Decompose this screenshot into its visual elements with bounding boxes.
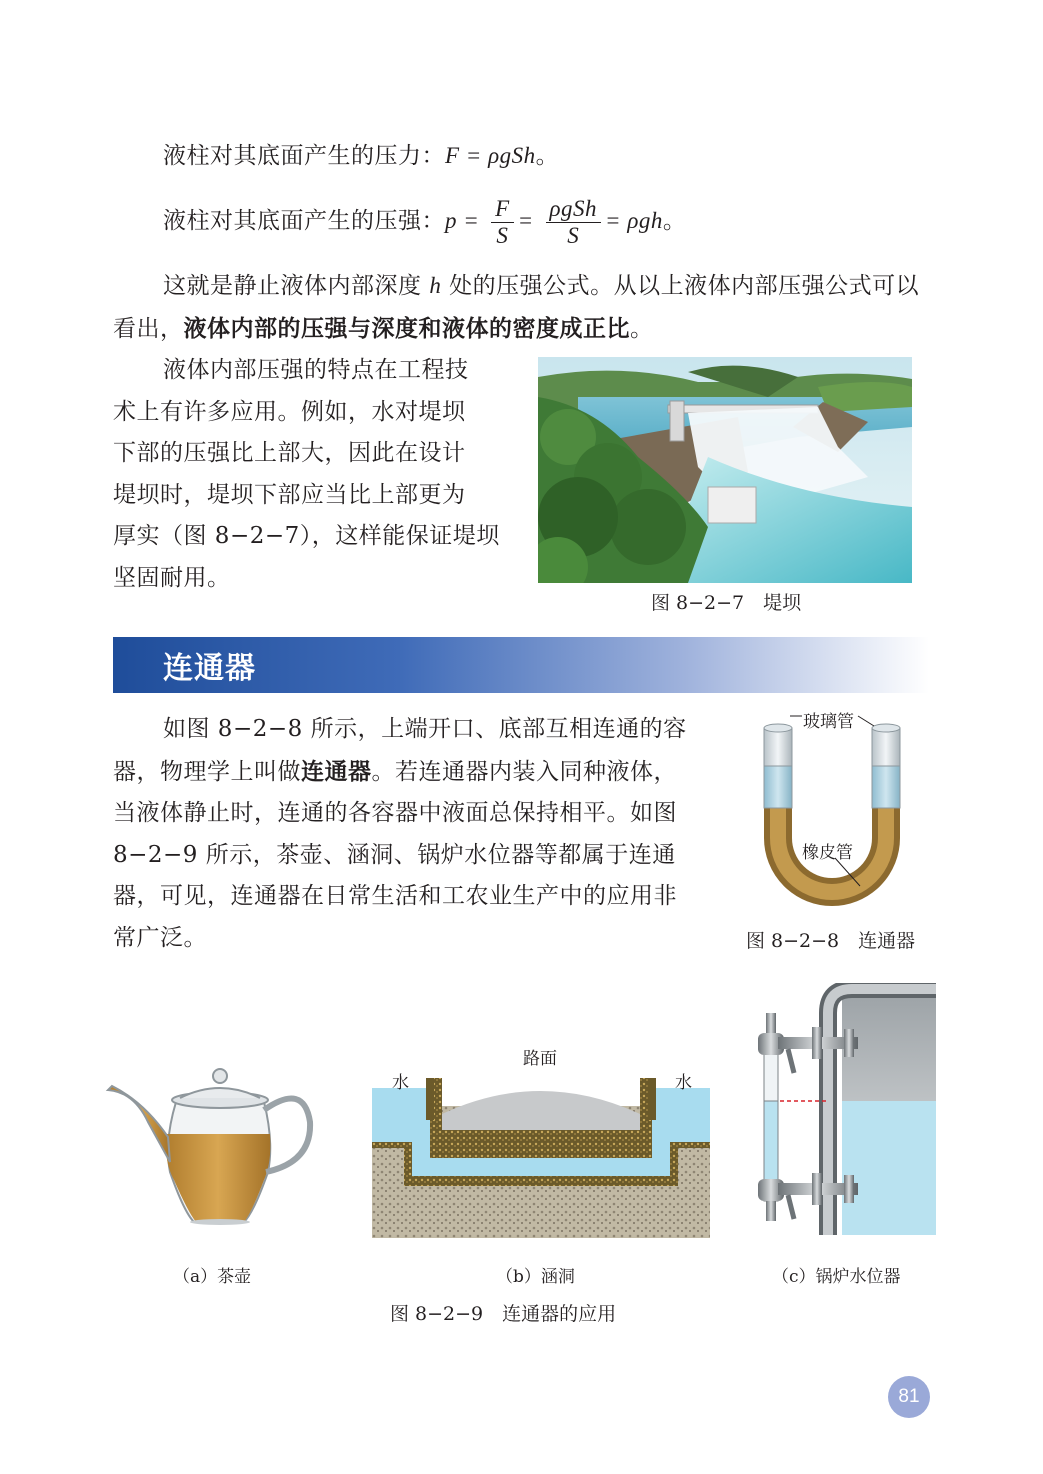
paragraph-line: 液体内部压强的特点在工程技 — [163, 357, 469, 383]
fraction-numerator: F — [491, 196, 514, 223]
key-term: 连通器 — [301, 757, 372, 785]
text-run: h — [429, 273, 442, 298]
figure-caption-8-2-8: 图 8−2−8 连通器 — [746, 930, 916, 952]
fraction-denominator: S — [496, 222, 509, 248]
label-water-left: 水 — [392, 1073, 409, 1093]
paragraph-dam — [113, 350, 513, 599]
paragraph-connector — [113, 709, 713, 959]
label-water-right: 水 — [675, 1073, 692, 1093]
label-rubber-tube: 橡皮管 — [802, 843, 853, 863]
fraction-rhogsh-over-s — [546, 196, 602, 249]
page-number-badge: 81 — [888, 1376, 930, 1418]
paragraph-line: 堤坝时，堤坝下部应当比上部更为 — [113, 481, 466, 508]
paragraph-line: 坚固耐用。 — [113, 564, 231, 591]
fraction-numerator: ρgSh — [546, 196, 602, 223]
paragraph-line: 器，可见，连通器在日常生活和工农业生产中的应用非 — [113, 883, 677, 909]
fraction-f-over-s — [491, 196, 514, 249]
formula-force-line — [163, 135, 559, 178]
fraction-denominator: S — [567, 222, 580, 248]
label-road-surface: 路面 — [523, 1049, 557, 1069]
formula-force-label: 液柱对其底面产生的压力： — [163, 143, 445, 169]
paragraph-line: 术上有许多应用。例如，水对堤坝 — [113, 398, 466, 425]
formula-pressure-line — [163, 193, 686, 249]
formula-force-end: 。 — [535, 143, 560, 169]
section-title: 连通器 — [163, 651, 256, 686]
boiler-gauge-illustration — [748, 983, 936, 1235]
paragraph-line — [113, 308, 933, 351]
paragraph-line: 常广泛。 — [113, 924, 207, 951]
text-run: 这就是静止液体内部深度 — [163, 273, 430, 299]
dam-illustration — [538, 357, 912, 583]
subcaption-teapot: （a）茶壶 — [173, 1267, 252, 1287]
paragraph-line — [113, 751, 713, 794]
subcaption-boiler-gauge: （c）锅炉水位器 — [772, 1267, 901, 1287]
text-run: 处的压强公式。从以上液体内部压强公式可以 — [441, 273, 920, 299]
label-glass-tube: 玻璃管 — [803, 712, 854, 732]
culvert-illustration — [372, 1058, 710, 1238]
formula-pressure-end: 。 — [662, 208, 687, 234]
text-run: 。若连通器内装入同种液体， — [371, 758, 677, 785]
paragraph-line — [113, 265, 933, 308]
paragraph-line: 厚实（图 8−2−7），这样能保证堤坝 — [113, 523, 500, 549]
key-conclusion: 液体内部的压强与深度和液体的密度成正比 — [183, 314, 630, 342]
paragraph-line: 下部的压强比上部大，因此在设计 — [113, 440, 466, 466]
formula-pressure-rhs: = ρgh — [605, 208, 663, 233]
text-run: 。 — [630, 315, 654, 342]
teapot-illustration — [104, 1062, 318, 1228]
figure-caption-8-2-7: 图 8−2−7 堤坝 — [651, 592, 802, 614]
text-run: 器，物理学上叫做 — [113, 758, 301, 785]
text-run: 看出， — [113, 315, 184, 342]
paragraph-line: 如图 8−2−8 所示，上端开口、底部互相连通的容 — [163, 716, 687, 742]
figure-caption-8-2-9: 图 8−2−9 连通器的应用 — [390, 1303, 617, 1325]
paragraph-pressure-formula — [113, 265, 933, 350]
paragraph-line: 8−2−9 所示，茶壶、涵洞、锅炉水位器等都属于连通 — [113, 841, 676, 868]
formula-pressure-label: 液柱对其底面产生的压强： — [163, 208, 445, 234]
formula-force-expr: F = ρgSh — [445, 143, 536, 168]
subcaption-culvert: （b）涵洞 — [496, 1267, 575, 1287]
formula-pressure-lhs: p = — [445, 208, 480, 233]
u-tube-illustration — [750, 708, 920, 918]
formula-equals: = — [517, 208, 534, 233]
paragraph-line: 当液体静止时，连通的各容器中液面总保持相平。如图 — [113, 800, 677, 826]
